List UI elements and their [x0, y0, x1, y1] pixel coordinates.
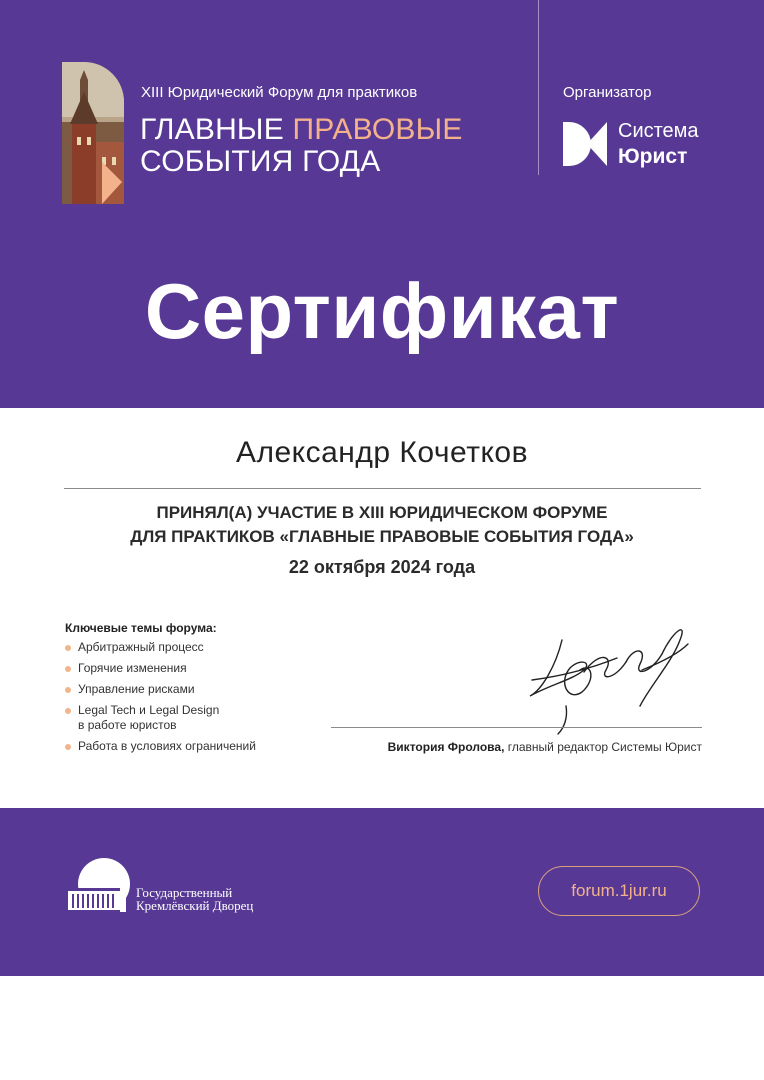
participation-text — [0, 501, 764, 549]
recipient-name: Александр Кочетков — [235, 436, 529, 469]
signature-line — [331, 727, 702, 728]
signer-caption — [331, 740, 702, 754]
venue-line2: Кремлёвский Дворец — [136, 898, 254, 913]
venue-name — [136, 886, 253, 912]
forum-title-part1: ГЛАВНЫЕ — [140, 113, 293, 146]
forum-subtitle: XIII Юридический Форум для практиков — [141, 84, 418, 101]
topic-text: Управление рисками — [78, 682, 195, 696]
topic-text: Работа в условиях ограничений — [78, 739, 256, 753]
name-divider — [64, 488, 701, 489]
topic-text: Арбитражный процесс — [78, 640, 204, 654]
organizer-name-line1: Система — [618, 120, 699, 142]
event-date: 22 октября 2024 года — [288, 557, 476, 577]
participation-line1: ПРИНЯЛ(А) УЧАСТИЕ В XIII ЮРИДИЧЕСКОМ ФОРУМЕ — [156, 503, 608, 522]
organizer-name-line2: Юрист — [618, 145, 688, 168]
list-item — [65, 682, 256, 697]
topic-text: Legal Tech и Legal Design — [78, 703, 220, 717]
kremlin-palace-logo-icon — [64, 858, 132, 914]
organizer-label: Организатор — [563, 84, 652, 101]
bullet-icon — [65, 687, 71, 693]
sistema-yurist-logo-icon — [563, 122, 611, 166]
topics-heading: Ключевые темы форума: — [65, 621, 217, 635]
bullet-icon — [65, 744, 71, 750]
bullet-icon — [65, 708, 71, 714]
signature-image — [522, 610, 692, 736]
topics-list — [65, 640, 256, 760]
forum-website-link[interactable]: forum.1jur.ru — [538, 866, 700, 916]
list-item — [65, 703, 256, 733]
forum-title-accent: ПРАВОВЫЕ — [292, 113, 463, 146]
bullet-icon — [65, 666, 71, 672]
participation-line2: ДЛЯ ПРАКТИКОВ «ГЛАВНЫЕ ПРАВОВЫЕ СОБЫТИЯ ГОДА» — [130, 527, 634, 546]
header-divider — [538, 0, 539, 175]
bullet-icon — [65, 645, 71, 651]
topic-text: Горячие изменения — [78, 661, 187, 675]
forum-title — [140, 114, 463, 178]
venue-line1: Государственный — [136, 885, 233, 900]
signer-name: Виктория Фролова, — [387, 740, 505, 754]
list-item — [65, 661, 256, 676]
list-item — [65, 739, 256, 754]
certificate-title: Сертификат — [144, 267, 620, 355]
kremlin-tower-image — [62, 62, 124, 204]
signer-role: главный редактор Системы Юрист — [504, 740, 702, 754]
list-item — [65, 640, 256, 655]
forum-title-line2: СОБЫТИЯ ГОДА — [140, 145, 381, 178]
topic-text-continued: в работе юристов — [78, 718, 177, 732]
